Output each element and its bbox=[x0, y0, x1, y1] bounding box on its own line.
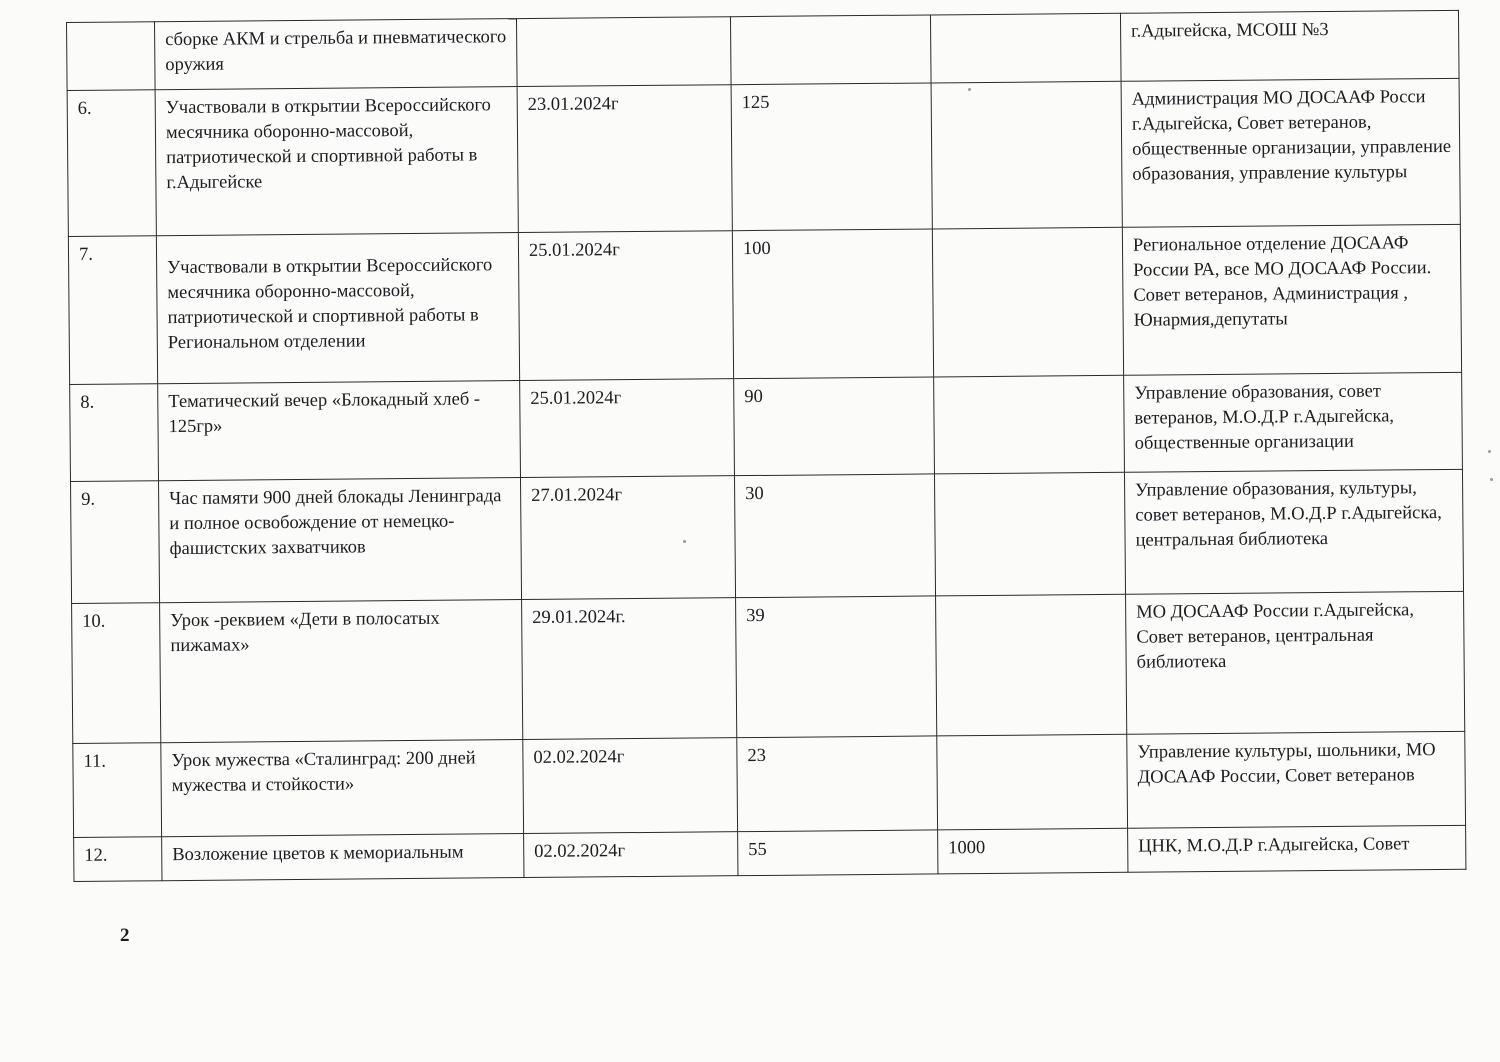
extra-value bbox=[932, 227, 1123, 377]
event-title: Урок -реквием «Дети в полосатых пижамах» bbox=[160, 600, 523, 743]
table-row bbox=[67, 10, 1460, 90]
partners-cell: Управление культуры, шольники, МО ДОСААФ России, Совет ветеранов bbox=[1127, 731, 1466, 828]
event-date: 02.02.2024г bbox=[524, 832, 738, 878]
page-number: 2 bbox=[120, 925, 130, 946]
row-number: 9. bbox=[71, 481, 160, 604]
events-table bbox=[66, 10, 1466, 882]
extra-value bbox=[930, 13, 1121, 83]
event-date bbox=[516, 17, 731, 87]
row-number: 10. bbox=[72, 603, 161, 744]
report-sheet bbox=[66, 10, 1466, 882]
table-row bbox=[68, 224, 1461, 384]
event-date: 25.01.2024г bbox=[520, 379, 735, 478]
extra-value bbox=[934, 472, 1125, 596]
row-number: 11. bbox=[73, 743, 162, 838]
scan-speck bbox=[1490, 478, 1493, 481]
participant-count: 39 bbox=[736, 596, 937, 738]
partners-cell: ЦНК, М.О.Д.Р г.Адыгейска, Совет bbox=[1128, 825, 1466, 872]
event-title: Участвовали в открытии Всероссийского месячника оборонно-массовой, патриотической и спортивной работы в Региональном отделении bbox=[156, 233, 519, 384]
participant-count: 125 bbox=[731, 83, 932, 231]
extra-value bbox=[936, 594, 1127, 736]
partners-cell: Региональное отделение ДОСААФ России РА, все МО ДОСААФ России. Совет ветеранов, Администрация , Юнармия,депутаты bbox=[1122, 224, 1461, 375]
partners-cell: Управление образования, культуры, совет ветеранов, М.О.Д.Р г.Адыгейска, центральная библиотека bbox=[1124, 469, 1463, 594]
table-row bbox=[72, 591, 1465, 743]
table-row bbox=[73, 731, 1466, 837]
event-date: 02.02.2024г bbox=[523, 738, 738, 834]
extra-value: 1000 bbox=[938, 828, 1128, 874]
event-date: 23.01.2024г bbox=[517, 85, 732, 233]
row-number: 6. bbox=[67, 90, 156, 237]
event-title: Урок мужества «Сталинград: 200 дней мужества и стойкости» bbox=[161, 740, 524, 837]
participant-count: 100 bbox=[732, 229, 933, 379]
table-row bbox=[67, 78, 1460, 236]
participant-count: 90 bbox=[734, 377, 935, 476]
partners-cell: Управление образования, совет ветеранов, М.О.Д.Р г.Адыгейска, общественные организации bbox=[1124, 372, 1463, 472]
scan-speck bbox=[968, 88, 971, 91]
partners-cell: МО ДОСААФ России г.Адыгейска, Совет ветеранов, центральная библиотека bbox=[1126, 591, 1465, 734]
event-title: Участвовали в открытии Всероссийского месячника оборонно-массовой, патриотической и спортивной работы в г.Адыгейске bbox=[155, 87, 518, 236]
partners-cell: г.Адыгейска, МСОШ №3 bbox=[1120, 10, 1459, 81]
row-number: 7. bbox=[68, 236, 157, 385]
table-row bbox=[70, 372, 1463, 481]
partners-cell: Администрация МО ДОСААФ Росси г.Адыгейска, Совет ветеранов, общественные организации, управление образования, управление культуры bbox=[1121, 78, 1460, 227]
event-title: Возложение цветов к мемориальным bbox=[162, 834, 524, 881]
event-title: сборке АКМ и стрельба и пневматического оружия bbox=[155, 19, 518, 90]
event-date: 27.01.2024г bbox=[520, 476, 735, 600]
event-title: Тематический вечер «Блокадный хлеб - 125гр» bbox=[158, 381, 521, 481]
scan-speck bbox=[1488, 450, 1491, 453]
participant-count: 30 bbox=[734, 474, 935, 598]
participant-count bbox=[730, 15, 931, 85]
extra-value bbox=[937, 734, 1128, 830]
participant-count: 23 bbox=[737, 736, 938, 832]
row-number: 8. bbox=[70, 384, 159, 482]
table-row bbox=[71, 469, 1464, 603]
event-title: Час памяти 900 дней блокады Ленинграда и полное освобождение от немецко-фашистских захватчиков bbox=[159, 478, 522, 603]
row-number: 12. bbox=[74, 837, 162, 882]
event-date: 29.01.2024г. bbox=[522, 598, 737, 740]
row-number bbox=[67, 22, 156, 91]
extra-value bbox=[931, 81, 1122, 229]
scan-speck bbox=[683, 540, 686, 543]
event-date: 25.01.2024г bbox=[518, 231, 733, 381]
extra-value bbox=[934, 375, 1125, 474]
participant-count: 55 bbox=[738, 830, 938, 876]
